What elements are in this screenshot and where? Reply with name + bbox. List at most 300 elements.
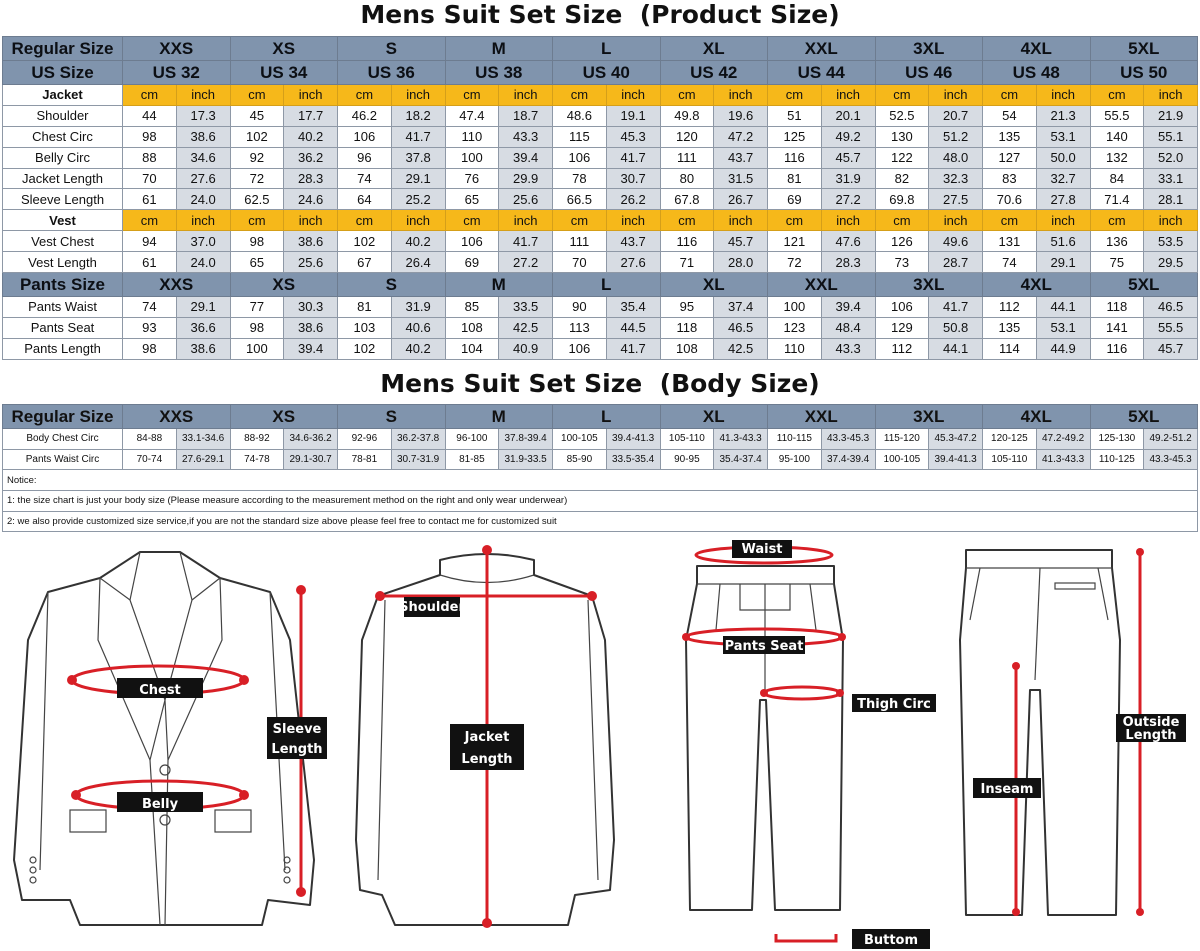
- us-size-header-cell: US 48: [983, 61, 1091, 85]
- body-size-table: [2, 404, 1198, 532]
- size-header: XXL: [768, 405, 876, 429]
- value-cell: 48.0: [929, 147, 983, 168]
- measurement-diagrams: [0, 540, 1200, 951]
- value-cell: 106: [553, 147, 607, 168]
- value-cell: 132: [1090, 147, 1144, 168]
- value-cell: 40.6: [391, 317, 445, 338]
- table-row: [3, 317, 1198, 338]
- notice-label: Notice:: [3, 470, 1198, 491]
- value-cell: 25.2: [391, 189, 445, 210]
- value-cell: 88: [123, 147, 177, 168]
- value-cell: 44.5: [606, 317, 660, 338]
- value-cell: 43.7: [606, 231, 660, 252]
- value-cell: 38.6: [176, 126, 230, 147]
- value-cell: 122: [875, 147, 929, 168]
- value-cell: 71: [660, 252, 714, 273]
- size-header: XXS: [123, 37, 231, 61]
- value-cell: 112: [983, 297, 1037, 318]
- buttom-measure-line: [776, 934, 836, 941]
- value-cell: 111: [553, 231, 607, 252]
- table-row: [3, 147, 1198, 168]
- value-cell: 110: [768, 338, 822, 359]
- us-size-header-cell: US 38: [445, 61, 553, 85]
- pants-size-header: Pants Size: [3, 273, 123, 297]
- value-cell: 34.6: [176, 147, 230, 168]
- value-cell: 39.4-41.3: [606, 429, 660, 450]
- value-cell: 114: [983, 338, 1037, 359]
- unit-inch: inch: [714, 85, 768, 106]
- value-cell: 92: [230, 147, 284, 168]
- value-cell: 118: [1090, 297, 1144, 318]
- value-cell: 100-105: [553, 429, 607, 450]
- size-header: 3XL: [875, 405, 983, 429]
- value-cell: 71.4: [1090, 189, 1144, 210]
- value-cell: 102: [338, 231, 392, 252]
- value-cell: 28.3: [821, 252, 875, 273]
- size-header: XXL: [768, 273, 876, 297]
- unit-inch: inch: [1144, 85, 1198, 106]
- value-cell: 29.1: [1036, 252, 1090, 273]
- value-cell: 78: [553, 168, 607, 189]
- value-cell: 94: [123, 231, 177, 252]
- value-cell: 61: [123, 189, 177, 210]
- value-cell: 110: [445, 126, 499, 147]
- value-cell: 26.4: [391, 252, 445, 273]
- value-cell: 20.1: [821, 105, 875, 126]
- jacket-length-label-line1: Jacket: [464, 730, 510, 745]
- row-label: Vest Length: [3, 252, 123, 273]
- value-cell: 90: [553, 297, 607, 318]
- value-cell: 54: [983, 105, 1037, 126]
- value-cell: 74: [338, 168, 392, 189]
- size-header: 3XL: [875, 37, 983, 61]
- unit-inch: inch: [284, 210, 338, 231]
- vest-section-label: Vest: [3, 210, 123, 231]
- regular-size-header: Regular Size: [3, 405, 123, 429]
- value-cell: 50.8: [929, 317, 983, 338]
- jacket-front-illustration: [14, 552, 327, 925]
- pants-seat-label: Pants Seat: [724, 639, 804, 654]
- body-size-title: Mens Suit Set Size (Body Size): [380, 369, 820, 398]
- jacket-length-label-line2: Length: [461, 752, 513, 767]
- value-cell: 77: [230, 297, 284, 318]
- value-cell: 106: [553, 338, 607, 359]
- value-cell: 95-100: [768, 449, 822, 470]
- value-cell: 141: [1090, 317, 1144, 338]
- value-cell: 46.2: [338, 105, 392, 126]
- value-cell: 33.1-34.6: [176, 429, 230, 450]
- value-cell: 45.3: [606, 126, 660, 147]
- value-cell: 96: [338, 147, 392, 168]
- size-header: XS: [230, 37, 338, 61]
- value-cell: 39.4: [284, 338, 338, 359]
- value-cell: 30.7-31.9: [391, 449, 445, 470]
- unit-inch: inch: [284, 85, 338, 106]
- value-cell: 82: [875, 168, 929, 189]
- size-header: XS: [230, 405, 338, 429]
- value-cell: 32.3: [929, 168, 983, 189]
- value-cell: 100: [445, 147, 499, 168]
- row-label: Jacket Length: [3, 168, 123, 189]
- value-cell: 130: [875, 126, 929, 147]
- unit-inch: inch: [929, 85, 983, 106]
- value-cell: 92-96: [338, 429, 392, 450]
- value-cell: 98: [230, 231, 284, 252]
- value-cell: 116: [660, 231, 714, 252]
- value-cell: 36.2-37.8: [391, 429, 445, 450]
- value-cell: 46.5: [714, 317, 768, 338]
- value-cell: 30.7: [606, 168, 660, 189]
- size-header: 3XL: [875, 273, 983, 297]
- value-cell: 44.9: [1036, 338, 1090, 359]
- value-cell: 49.2-51.2: [1144, 429, 1198, 450]
- value-cell: 31.9: [391, 297, 445, 318]
- value-cell: 40.2: [391, 338, 445, 359]
- value-cell: 20.7: [929, 105, 983, 126]
- value-cell: 108: [445, 317, 499, 338]
- sleeve-label-line2: Length: [271, 742, 323, 757]
- value-cell: 81: [768, 168, 822, 189]
- value-cell: 41.7: [606, 338, 660, 359]
- size-header: M: [445, 37, 553, 61]
- value-cell: 100: [230, 338, 284, 359]
- value-cell: 27.6-29.1: [176, 449, 230, 470]
- value-cell: 49.6: [929, 231, 983, 252]
- value-cell: 67.8: [660, 189, 714, 210]
- unit-cm: cm: [983, 210, 1037, 231]
- value-cell: 127: [983, 147, 1037, 168]
- value-cell: 70: [553, 252, 607, 273]
- value-cell: 19.1: [606, 105, 660, 126]
- size-header: L: [553, 405, 661, 429]
- value-cell: 24.0: [176, 252, 230, 273]
- value-cell: 39.4: [821, 297, 875, 318]
- value-cell: 135: [983, 126, 1037, 147]
- value-cell: 37.0: [176, 231, 230, 252]
- unit-cm: cm: [1090, 210, 1144, 231]
- unit-inch: inch: [1144, 210, 1198, 231]
- unit-cm: cm: [768, 85, 822, 106]
- row-label: Vest Chest: [3, 231, 123, 252]
- regular-size-header: Regular Size: [3, 37, 123, 61]
- value-cell: 36.2: [284, 147, 338, 168]
- value-cell: 93: [123, 317, 177, 338]
- value-cell: 37.8: [391, 147, 445, 168]
- value-cell: 43.3-45.3: [1144, 449, 1198, 470]
- us-size-header-cell: US 46: [875, 61, 983, 85]
- value-cell: 75: [1090, 252, 1144, 273]
- value-cell: 21.9: [1144, 105, 1198, 126]
- value-cell: 70: [123, 168, 177, 189]
- value-cell: 46.5: [1144, 297, 1198, 318]
- value-cell: 65: [230, 252, 284, 273]
- value-cell: 47.6: [821, 231, 875, 252]
- value-cell: 135: [983, 317, 1037, 338]
- unit-inch: inch: [929, 210, 983, 231]
- value-cell: 55.1: [1144, 126, 1198, 147]
- value-cell: 17.3: [176, 105, 230, 126]
- unit-inch: inch: [821, 210, 875, 231]
- value-cell: 51.2: [929, 126, 983, 147]
- us-size-header-cell: US 42: [660, 61, 768, 85]
- unit-cm: cm: [660, 85, 714, 106]
- value-cell: 45: [230, 105, 284, 126]
- table-row: [3, 168, 1198, 189]
- value-cell: 29.1-30.7: [284, 449, 338, 470]
- value-cell: 49.8: [660, 105, 714, 126]
- value-cell: 38.6: [284, 317, 338, 338]
- row-label: Pants Waist: [3, 297, 123, 318]
- value-cell: 18.7: [499, 105, 553, 126]
- size-header: 5XL: [1090, 273, 1198, 297]
- size-header: XL: [660, 273, 768, 297]
- row-label: Belly Circ: [3, 147, 123, 168]
- value-cell: 45.7: [821, 147, 875, 168]
- value-cell: 115-120: [875, 429, 929, 450]
- value-cell: 48.6: [553, 105, 607, 126]
- row-label: Shoulder: [3, 105, 123, 126]
- outside-length-label-line2: Length: [1125, 728, 1177, 743]
- value-cell: 43.3: [499, 126, 553, 147]
- value-cell: 129: [875, 317, 929, 338]
- size-header: XS: [230, 273, 338, 297]
- value-cell: 81-85: [445, 449, 499, 470]
- size-header: 5XL: [1090, 405, 1198, 429]
- value-cell: 44: [123, 105, 177, 126]
- unit-inch: inch: [821, 85, 875, 106]
- value-cell: 85: [445, 297, 499, 318]
- buttom-label: Buttom: [863, 933, 919, 948]
- value-cell: 42.5: [714, 338, 768, 359]
- value-cell: 18.2: [391, 105, 445, 126]
- us-size-header-cell: US 32: [123, 61, 231, 85]
- value-cell: 73: [875, 252, 929, 273]
- value-cell: 47.4: [445, 105, 499, 126]
- value-cell: 31.5: [714, 168, 768, 189]
- value-cell: 74-78: [230, 449, 284, 470]
- value-cell: 30.3: [284, 297, 338, 318]
- waist-label: Waist: [741, 542, 783, 557]
- value-cell: 66.5: [553, 189, 607, 210]
- value-cell: 37.8-39.4: [499, 429, 553, 450]
- size-header: 5XL: [1090, 37, 1198, 61]
- size-header: S: [338, 405, 446, 429]
- value-cell: 111: [660, 147, 714, 168]
- value-cell: 29.1: [176, 297, 230, 318]
- size-header: 4XL: [983, 405, 1091, 429]
- value-cell: 33.5-35.4: [606, 449, 660, 470]
- value-cell: 29.9: [499, 168, 553, 189]
- unit-cm: cm: [553, 210, 607, 231]
- value-cell: 81: [338, 297, 392, 318]
- value-cell: 34.6-36.2: [284, 429, 338, 450]
- unit-cm: cm: [875, 85, 929, 106]
- unit-inch: inch: [606, 210, 660, 231]
- value-cell: 47.2-49.2: [1036, 429, 1090, 450]
- value-cell: 72: [230, 168, 284, 189]
- value-cell: 45.7: [1144, 338, 1198, 359]
- size-header: 4XL: [983, 37, 1091, 61]
- value-cell: 19.6: [714, 105, 768, 126]
- value-cell: 40.2: [284, 126, 338, 147]
- value-cell: 39.4: [499, 147, 553, 168]
- unit-inch: inch: [714, 210, 768, 231]
- value-cell: 43.3-45.3: [821, 429, 875, 450]
- value-cell: 125: [768, 126, 822, 147]
- value-cell: 65: [445, 189, 499, 210]
- value-cell: 106: [445, 231, 499, 252]
- value-cell: 45.3-47.2: [929, 429, 983, 450]
- size-header: M: [445, 273, 553, 297]
- us-size-header-cell: US 40: [553, 61, 661, 85]
- value-cell: 69.8: [875, 189, 929, 210]
- value-cell: 21.3: [1036, 105, 1090, 126]
- table-row: [3, 252, 1198, 273]
- value-cell: 110-115: [768, 429, 822, 450]
- product-size-table: [2, 36, 1198, 360]
- unit-cm: cm: [1090, 85, 1144, 106]
- size-header: XXS: [123, 405, 231, 429]
- value-cell: 41.3-43.3: [1036, 449, 1090, 470]
- value-cell: 100-105: [875, 449, 929, 470]
- value-cell: 123: [768, 317, 822, 338]
- product-size-title: Mens Suit Set Size (Product Size): [360, 0, 840, 29]
- us-size-header-cell: US 34: [230, 61, 338, 85]
- size-header: XXL: [768, 37, 876, 61]
- pants-front-illustration: [682, 540, 936, 949]
- unit-cm: cm: [445, 210, 499, 231]
- us-size-header: US Size: [3, 61, 123, 85]
- value-cell: 83: [983, 168, 1037, 189]
- table-row: [3, 338, 1198, 359]
- value-cell: 48.4: [821, 317, 875, 338]
- value-cell: 126: [875, 231, 929, 252]
- value-cell: 104: [445, 338, 499, 359]
- unit-cm: cm: [338, 210, 392, 231]
- size-header: S: [338, 37, 446, 61]
- value-cell: 98: [230, 317, 284, 338]
- value-cell: 31.9: [821, 168, 875, 189]
- unit-inch: inch: [1036, 210, 1090, 231]
- value-cell: 33.5: [499, 297, 553, 318]
- unit-cm: cm: [553, 85, 607, 106]
- unit-cm: cm: [338, 85, 392, 106]
- value-cell: 27.6: [176, 168, 230, 189]
- value-cell: 55.5: [1144, 317, 1198, 338]
- row-label: Pants Seat: [3, 317, 123, 338]
- value-cell: 39.4-41.3: [929, 449, 983, 470]
- value-cell: 28.7: [929, 252, 983, 273]
- value-cell: 43.7: [714, 147, 768, 168]
- value-cell: 136: [1090, 231, 1144, 252]
- value-cell: 72: [768, 252, 822, 273]
- value-cell: 120-125: [983, 429, 1037, 450]
- value-cell: 85-90: [553, 449, 607, 470]
- value-cell: 41.7: [499, 231, 553, 252]
- table-row: [3, 231, 1198, 252]
- value-cell: 98: [123, 126, 177, 147]
- value-cell: 67: [338, 252, 392, 273]
- value-cell: 26.2: [606, 189, 660, 210]
- value-cell: 31.9-33.5: [499, 449, 553, 470]
- value-cell: 45.7: [714, 231, 768, 252]
- value-cell: 51.6: [1036, 231, 1090, 252]
- value-cell: 25.6: [499, 189, 553, 210]
- value-cell: 40.9: [499, 338, 553, 359]
- unit-inch: inch: [176, 210, 230, 231]
- value-cell: 52.5: [875, 105, 929, 126]
- size-header: XL: [660, 405, 768, 429]
- table-row: [3, 126, 1198, 147]
- value-cell: 27.2: [499, 252, 553, 273]
- value-cell: 29.5: [1144, 252, 1198, 273]
- value-cell: 40.2: [391, 231, 445, 252]
- unit-cm: cm: [230, 85, 284, 106]
- value-cell: 25.6: [284, 252, 338, 273]
- sleeve-label-line1: Sleeve: [272, 722, 322, 737]
- value-cell: 78-81: [338, 449, 392, 470]
- value-cell: 27.8: [1036, 189, 1090, 210]
- value-cell: 140: [1090, 126, 1144, 147]
- value-cell: 84-88: [123, 429, 177, 450]
- value-cell: 37.4: [714, 297, 768, 318]
- row-label: Chest Circ: [3, 126, 123, 147]
- row-label: Body Chest Circ: [3, 429, 123, 450]
- unit-cm: cm: [875, 210, 929, 231]
- table-row: [3, 189, 1198, 210]
- value-cell: 69: [445, 252, 499, 273]
- table-row: [3, 429, 1198, 450]
- value-cell: 32.7: [1036, 168, 1090, 189]
- value-cell: 120: [660, 126, 714, 147]
- row-label: Pants Length: [3, 338, 123, 359]
- pants-back-illustration: [960, 548, 1186, 916]
- value-cell: 84: [1090, 168, 1144, 189]
- value-cell: 116: [768, 147, 822, 168]
- value-cell: 131: [983, 231, 1037, 252]
- value-cell: 41.7: [606, 147, 660, 168]
- value-cell: 103: [338, 317, 392, 338]
- value-cell: 52.0: [1144, 147, 1198, 168]
- value-cell: 70-74: [123, 449, 177, 470]
- value-cell: 28.0: [714, 252, 768, 273]
- value-cell: 74: [983, 252, 1037, 273]
- unit-inch: inch: [1036, 85, 1090, 106]
- value-cell: 74: [123, 297, 177, 318]
- value-cell: 43.3: [821, 338, 875, 359]
- thigh-circ-label: Thigh Circ: [857, 697, 931, 712]
- unit-cm: cm: [445, 85, 499, 106]
- row-label: Sleeve Length: [3, 189, 123, 210]
- value-cell: 38.6: [284, 231, 338, 252]
- unit-cm: cm: [768, 210, 822, 231]
- unit-cm: cm: [123, 210, 177, 231]
- value-cell: 61: [123, 252, 177, 273]
- inseam-label: Inseam: [980, 782, 1034, 797]
- value-cell: 105-110: [660, 429, 714, 450]
- size-header: S: [338, 273, 446, 297]
- value-cell: 110-125: [1090, 449, 1144, 470]
- value-cell: 69: [768, 189, 822, 210]
- value-cell: 29.1: [391, 168, 445, 189]
- value-cell: 51: [768, 105, 822, 126]
- value-cell: 26.7: [714, 189, 768, 210]
- value-cell: 27.2: [821, 189, 875, 210]
- value-cell: 100: [768, 297, 822, 318]
- value-cell: 24.0: [176, 189, 230, 210]
- notice-item: 1: the size chart is just your body size (Please measure according to the measurement method on the right and only wear underwear): [3, 491, 1198, 512]
- value-cell: 41.3-43.3: [714, 429, 768, 450]
